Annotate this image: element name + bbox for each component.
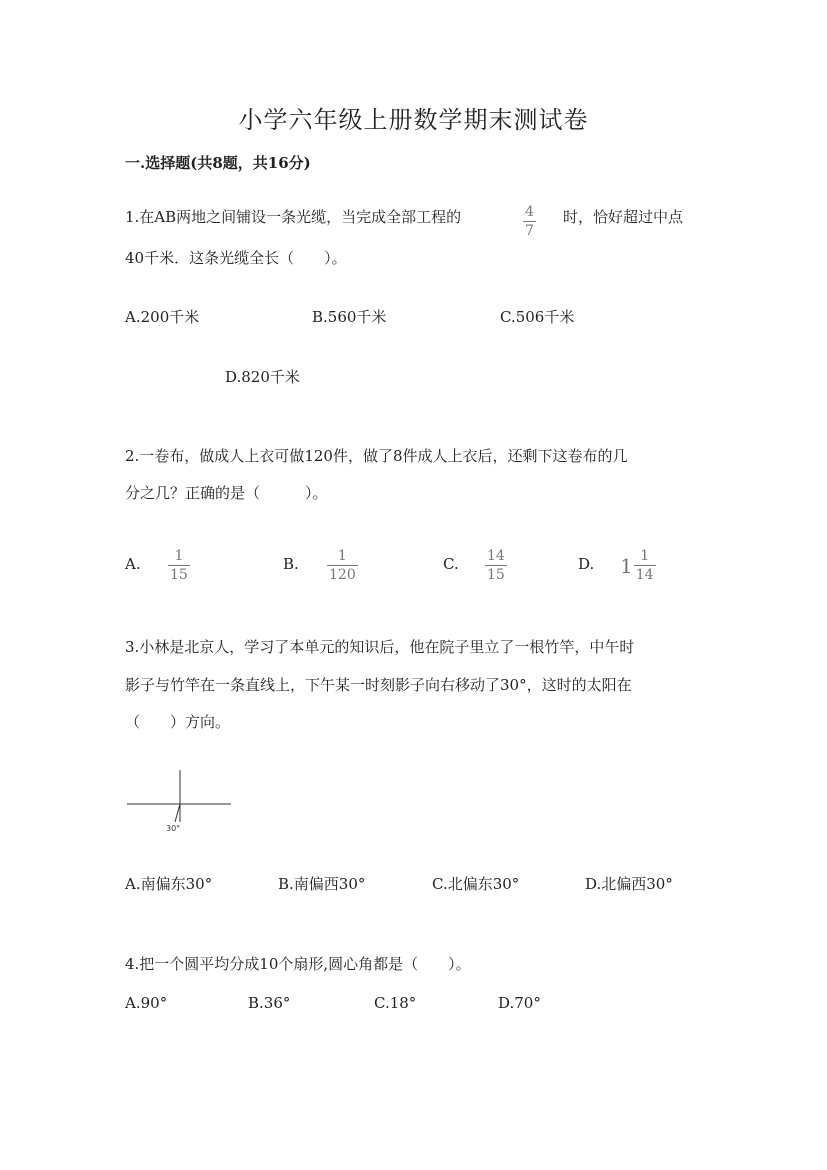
fraction-bar [168,565,190,566]
question-3-option-a[interactable]: A.南偏东30° [125,875,213,893]
fraction-numerator: 14 [487,548,505,564]
question-1-text-a: 1.在AB两地之间铺设一条光缆，当完成全部工程的 [125,208,462,226]
fraction-denominator: 7 [525,223,534,239]
option-mixed-number [620,549,656,582]
section-heading: 一.选择题(共8题，共16分) [125,154,311,172]
option-label: B. [283,555,299,573]
fraction-numerator: 1 [337,548,347,564]
fraction-numerator: 1 [640,548,650,564]
option-fraction [327,549,358,582]
question-1-text-line2: 40千米．这条光缆全长（ ）。 [125,249,347,267]
question-1-option-d[interactable]: D.820千米 [225,368,300,386]
question-1-fraction [523,205,536,238]
fraction-denominator: 15 [170,567,188,583]
option-label: A. [125,555,141,573]
mixed-whole: 1 [620,553,633,578]
fraction-denominator: 120 [329,567,356,583]
fraction-numerator: 1 [174,548,184,564]
question-1-option-c[interactable]: C.506千米 [500,308,575,326]
question-1-option-a[interactable]: A.200千米 [125,308,200,326]
fraction-denominator: 14 [635,567,654,583]
question-4-text: 4.把一个圆平均分成10个扇形,圆心角都是（ ）。 [125,955,471,973]
question-2-text-line1: 2.一卷布，做成人上衣可做120件，做了8件成人上衣后，还剩下这卷布的几 [125,447,628,465]
fraction-bar [327,565,358,566]
page-title: 小学六年级上册数学期末测试卷 [238,106,589,134]
question-3-option-c[interactable]: C.北偏东30° [432,875,520,893]
fraction-bar [634,565,656,566]
fraction-denominator: 15 [487,567,505,583]
fraction-numerator: 4 [525,204,534,220]
question-3-text-line2: 影子与竹竿在一条直线上，下午某一时刻影子向右移动了30°，这时的太阳在 [125,676,632,694]
option-fraction [168,549,190,582]
option-fraction [485,549,507,582]
question-4-option-c[interactable]: C.18° [374,994,417,1012]
question-3-option-d[interactable]: D.北偏西30° [585,875,673,893]
option-label: D. [578,555,595,573]
question-3-text-line1: 3.小林是北京人，学习了本单元的知识后，他在院子里立了一根竹竿，中午时 [125,638,635,656]
question-4-option-a[interactable]: A.90° [125,994,168,1012]
question-4-option-b[interactable]: B.36° [248,994,291,1012]
shadow-line [175,804,180,822]
question-3-option-b[interactable]: B.南偏西30° [278,875,366,893]
angle-label: 30° [166,824,181,833]
shadow-angle-diagram [120,765,240,835]
fraction-bar [485,565,507,566]
fraction-bar [523,221,536,222]
option-label: C. [443,555,459,573]
question-3-text-line3: （ ）方向。 [125,713,231,731]
question-2-text-line2: 分之几？正确的是（ ）。 [125,484,328,502]
question-4-option-d[interactable]: D.70° [498,994,541,1012]
question-1-option-b[interactable]: B.560千米 [312,308,387,326]
question-1-text-b: 时，恰好超过中点 [563,208,684,226]
option-fraction [634,549,656,582]
